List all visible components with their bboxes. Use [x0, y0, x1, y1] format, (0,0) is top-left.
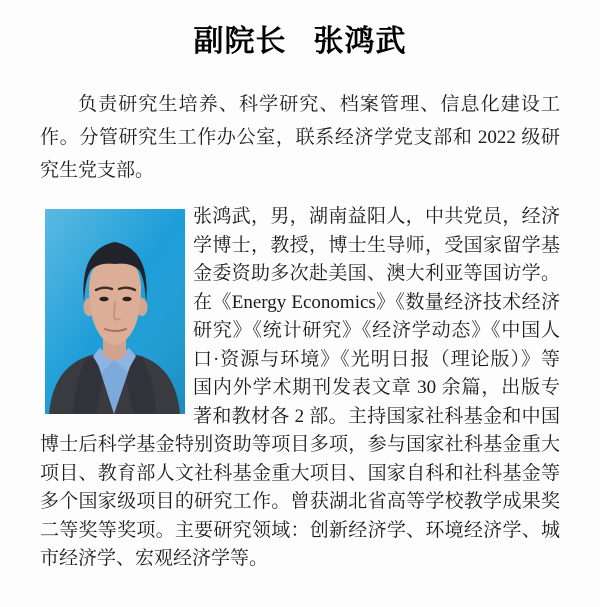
portrait-photo — [45, 209, 185, 414]
portrait-image — [45, 209, 185, 414]
bio-paragraph: 张鸿武，男，湖南益阳人，中共党员，经济学博士，教授，博士生导师，受国家留学基金委资助多次赴美国、澳大利亚等国访学。在《Energy Economics》《数量经济技术经济研究》《统计研究》《经济学动态》《中国人口·资源与环境》《光明日报（理论版）》等国内外学术期刊发表文章 30 余篇，出版专著和教材各 2 部。主持国家社科基金和中国博士后科学基金特别资助等项目多项，参与国家社科基金重大项目、教育部人文社科基金重大项目、国家自科和社科基金等多个国家级项目的研究工作。曾获湖北省高等学校教学成果奖二等奖等奖项。主要研究领域：创新经济学、环境经济学、城市经济学、宏观经济学等。 — [40, 206, 560, 569]
eye-right — [122, 297, 131, 302]
eye-left — [99, 297, 108, 302]
bio-section — [40, 203, 560, 574]
title-role: 副院长 — [193, 25, 287, 58]
title-name: 张鸿武 — [313, 25, 407, 58]
page-title — [40, 24, 560, 60]
intro-paragraph: 负责研究生培养、科学研究、档案管理、信息化建设工作。分管研究生工作办公室，联系经济学党支部和 2022 级研究生党支部。 — [40, 94, 560, 181]
